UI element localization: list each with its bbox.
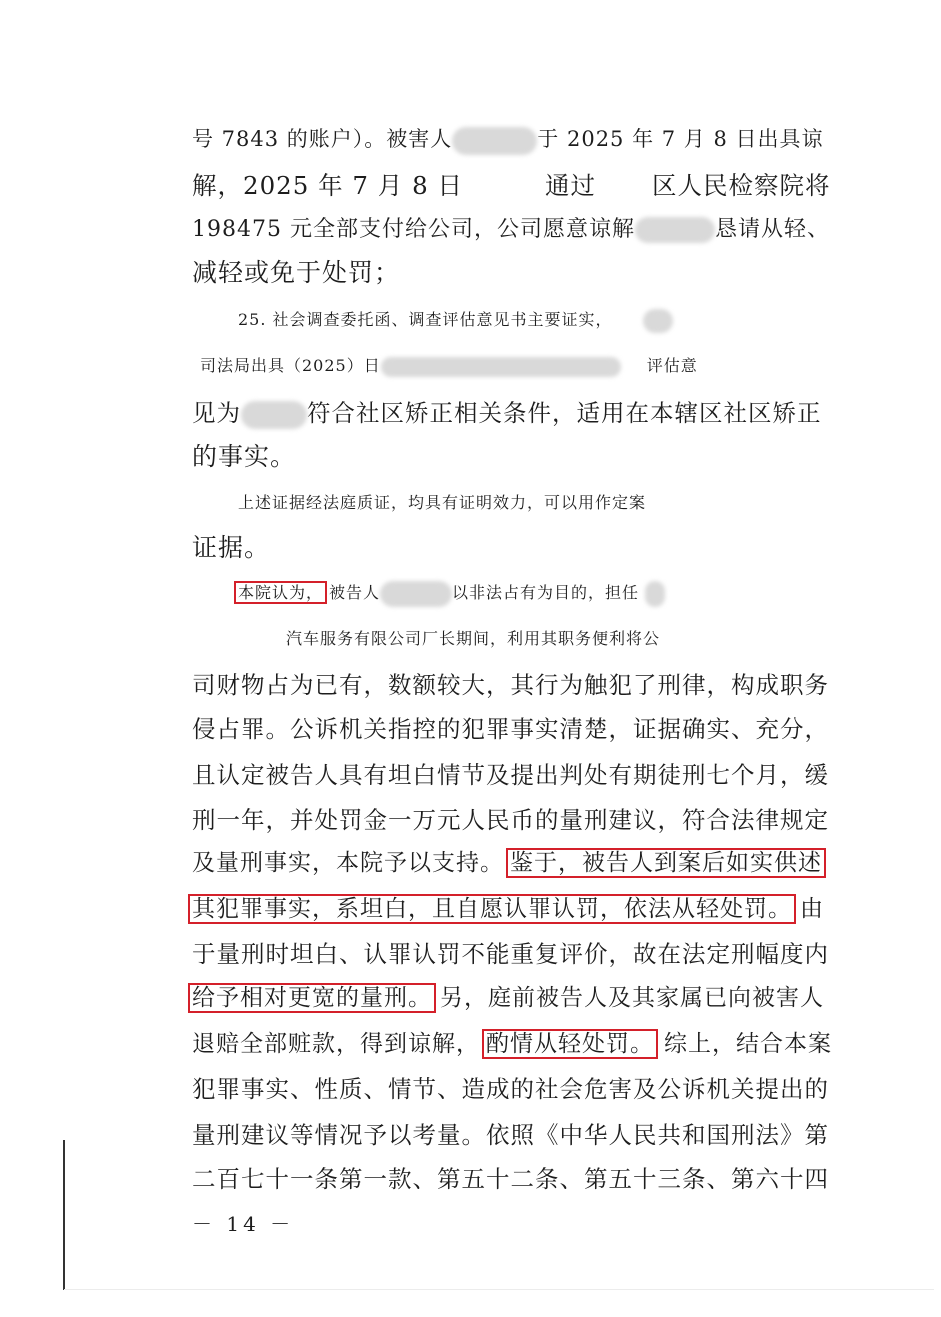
text-segment: 且认定被告人具有坦白情节及提出判处有期徒刑七个月，缓: [192, 761, 829, 789]
text-line-18: [192, 894, 832, 924]
text-line-21: [192, 1029, 832, 1059]
text-segment: 刑一年，并处罚金一万元人民币的量刑建议，符合法律规定: [192, 806, 829, 834]
text-segment: 解，2025 年 7 月 8 日: [192, 171, 463, 200]
text-segment: 号 7843 的账户）。被害人: [192, 127, 453, 151]
text-segment: 证据。: [192, 533, 271, 562]
text-line-14: [192, 714, 832, 744]
text-line-6: [200, 351, 840, 381]
text-segment: 被告人: [329, 583, 381, 602]
text-line-23: [192, 1120, 832, 1150]
redacted-name: [635, 217, 715, 243]
text-segment: 由: [800, 896, 824, 922]
text-line-19: [192, 939, 832, 969]
text-line-4: [192, 258, 832, 288]
text-line-9: [238, 488, 878, 518]
text-segment: 区人民检察院将: [651, 171, 831, 200]
text-line-13: [192, 670, 832, 700]
text-segment: 量刑建议等情况予以考量。依照《中华人民共和国刑法》第: [192, 1121, 829, 1149]
redacted-text: [381, 357, 621, 377]
text-segment: 以非法占有为目的，担任: [452, 583, 640, 602]
text-segment: 另，庭前被告人及其家属已向被害人: [440, 985, 824, 1011]
highlight-box: 其犯罪事实，系坦白，且自愿认罪认罚，依法从轻处罚。: [188, 894, 796, 924]
text-segment: 及量刑事实，本院予以支持。: [192, 850, 504, 876]
text-line-12: [286, 624, 926, 654]
redacted-name: [452, 127, 537, 155]
text-segment: 司法局出具（2025）日: [200, 356, 381, 375]
text-segment: 评估意: [646, 356, 698, 375]
page-number: － 14 －: [192, 1212, 295, 1236]
text-segment: 上述证据经法庭质证，均具有证明效力，可以用作定案: [238, 493, 647, 512]
text-segment: 综上，结合本案: [664, 1031, 832, 1057]
text-segment: 恳请从轻、: [714, 217, 830, 242]
highlight-box: 本院认为，: [234, 581, 327, 604]
text-line-16: [192, 805, 832, 835]
text-segment: 符合社区矫正相关条件，适用在本辖区社区矫正: [307, 399, 822, 427]
redacted-text: [645, 581, 665, 607]
text-segment: 见为: [192, 399, 241, 427]
binding-edge: [63, 1140, 65, 1290]
text-line-8: [192, 442, 832, 472]
text-segment: 于 2025 年 7 月 8 日出具谅: [537, 127, 824, 151]
text-segment: 于量刑时坦白、认罪认罚不能重复评价，故在法定刑幅度内: [192, 940, 829, 968]
redacted-name: [380, 581, 452, 607]
text-line-22: [192, 1074, 832, 1104]
text-segment: 侵占罪。公诉机关指控的犯罪事实清楚，证据确实、充分，: [192, 715, 829, 743]
highlight-box: 鉴于，被告人到案后如实供述: [506, 848, 826, 878]
text-line-1: [192, 124, 832, 155]
text-line-7: [192, 398, 832, 429]
text-line-5: [238, 305, 878, 335]
text-line-10: [192, 533, 832, 563]
text-segment: 减轻或免于处罚；: [192, 258, 401, 287]
text-line-15: [192, 760, 832, 790]
text-segment: 25. 社会调查委托函、调查评估意见书主要证实，: [238, 310, 613, 329]
redacted-name: [241, 401, 307, 429]
text-segment: 的事实。: [192, 442, 297, 471]
text-segment: 198475 元全部支付给公司，公司愿意谅解: [192, 217, 635, 242]
text-segment: 二百七十一条第一款、第五十二条、第五十三条、第六十四: [192, 1165, 829, 1193]
text-line-24: [192, 1164, 832, 1194]
text-line-2: [192, 171, 832, 201]
text-line-11: [238, 578, 878, 608]
text-line-3: [192, 215, 832, 245]
text-line-20: [192, 983, 832, 1013]
text-segment: 退赔全部赃款，得到谅解，: [192, 1031, 480, 1057]
text-segment: 汽车服务有限公司厂长期间，利用其职务便利将公: [286, 629, 661, 648]
text-segment: 犯罪事实、性质、情节、造成的社会危害及公诉机关提出的: [192, 1075, 829, 1103]
highlight-box: 给予相对更宽的量刑。: [188, 983, 436, 1013]
text-segment: 司财物占为已有，数额较大，其行为触犯了刑律，构成职务: [192, 671, 829, 699]
redacted-text: [643, 309, 673, 333]
highlight-box: 酌情从轻处罚。: [482, 1029, 658, 1059]
page-bottom-edge: [64, 1289, 934, 1290]
text-segment: 通过: [544, 171, 596, 200]
text-line-17: [192, 848, 832, 878]
